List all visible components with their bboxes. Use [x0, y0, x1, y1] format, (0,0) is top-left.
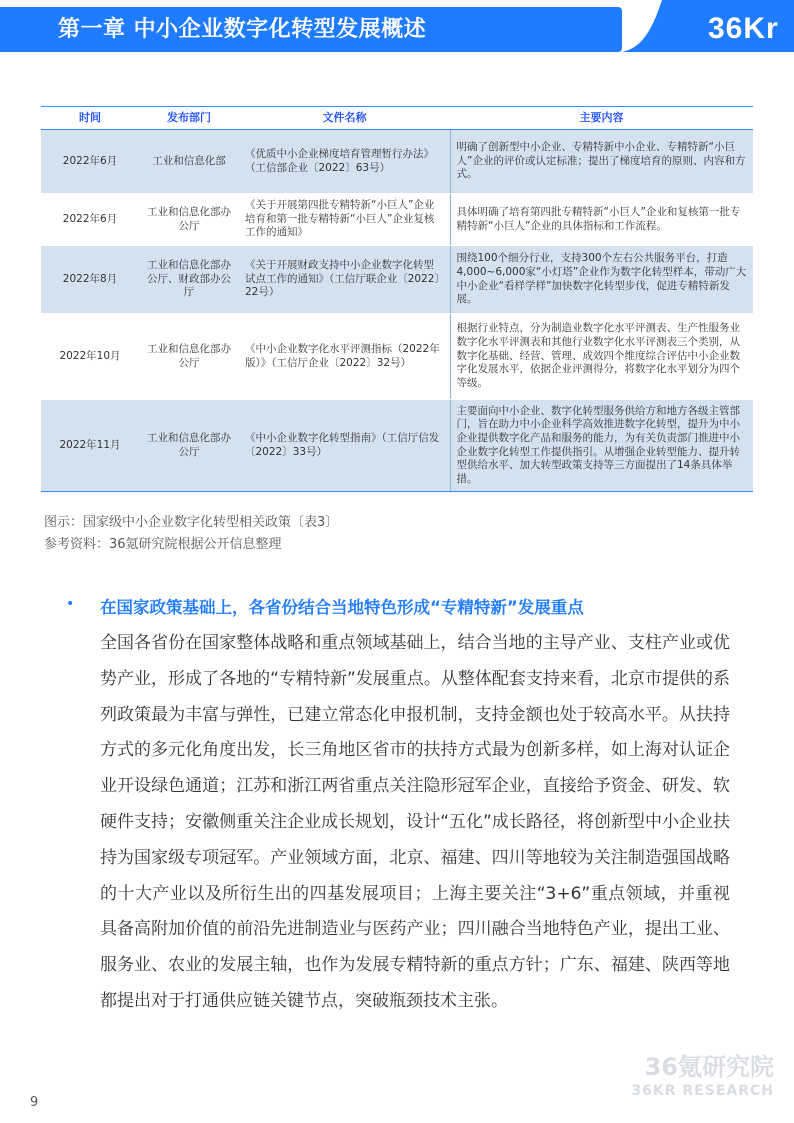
- cell-time: 2022年11月: [41, 400, 139, 492]
- table-row: [41, 246, 753, 314]
- research-watermark: [631, 1053, 774, 1101]
- chapter-title: 第一章 中小企业数字化转型发展概述: [58, 17, 427, 42]
- table-row: [41, 400, 753, 492]
- policy-table: [41, 106, 753, 492]
- cell-doc: 《关于开展第四批专精特新“小巨人”企业培育和第一批专精特新“小巨人”企业复核工作的通知》: [239, 194, 450, 246]
- table-header-row: [41, 107, 753, 130]
- col-header-content: 主要内容: [450, 107, 753, 130]
- logo-text: 36Kr: [708, 12, 779, 45]
- col-header-time: 时间: [41, 107, 139, 130]
- cell-doc: 《优质中小企业梯度培育管理暂行办法》（工信部企业〔2022〕63号）: [239, 130, 450, 194]
- table-row: [41, 130, 753, 194]
- watermark-cn: 36氪研究院: [644, 1053, 774, 1081]
- cell-doc: 《中小企业数字化水平评测指标（2022年版）》（工信厅企业〔2022〕32号）: [239, 314, 450, 400]
- 36kr-logo: [622, 0, 794, 52]
- table-row: [41, 314, 753, 400]
- cell-content: 根据行业特点，分为制造业数字化水平评测表、生产性服务业数字化水平评测表和其他行业数字化水平评测表三个类别，从数字化基础、经营、管理、成效四个维度综合评估中小企业数字化发展水平，依据企业评测得分，将数字化水平划分为四个等级。: [450, 314, 753, 400]
- table-caption: [44, 512, 338, 556]
- body-paragraph: 全国各省份在国家整体战略和重点领域基础上，结合当地的主导产业、支柱产业或优势产业，形成了各地的“专精特新”发展重点。从整体配套支持来看，北京市提供的系列政策最为丰富与弹性，已建立常态化申报机制，支持金额也处于较高水平。从扶持方式的多元化角度出发，长三角地区省市的扶持方式最为创新多样，如上海对认证企业开设绿色通道；江苏和浙江两省重点关注隐形冠军企业，直接给予资金、研发、软硬件支持；安徽侧重关注企业成长规划，设计“五化”成长路径，将创新型中小企业扶持为国家级专项冠军。产业领域方面，北京、福建、四川等地较为关注制造强国战略的十大产业以及所衍生出的四基发展项目；上海主要关注“3+6”重点领域，并重视具备高附加价值的前沿先进制造业与医药产业；四川融合当地特色产业，提出工业、服务业、农业的发展主轴，也作为发展专精特新的重点方针；广东、福建、陕西等地都提出对于打通供应链关键节点，突破瓶颈技术主张。: [100, 633, 730, 1011]
- cell-doc: 《中小企业数字化转型指南》（工信厅信发〔2022〕33号）: [239, 400, 450, 492]
- cell-content: 主要面向中小企业、数字化转型服务供给方和地方各级主管部门，旨在助力中小企业科学高效推进数字化转型，提升为中小企业提供数字化产品和服务的能力，为有关负责部门推进中小企业数字化转型工作提供指引。从增强企业转型能力、提升转型供给水平、加大转型政策支持等三方面提出了14条具体举措。: [450, 400, 753, 492]
- cell-time: 2022年6月: [41, 194, 139, 246]
- cell-dept: 工业和信息化部办公厅、财政部办公厅: [139, 246, 239, 314]
- page-number: 9: [30, 1095, 39, 1110]
- cell-dept: 工业和信息化部: [139, 130, 239, 194]
- cell-time: 2022年8月: [41, 246, 139, 314]
- figure-caption: 图示：国家级中小企业数字化转型相关政策〔表3〕: [44, 515, 339, 530]
- cell-content: 明确了创新型中小企业、专精特新中小企业、专精特新“小巨人”企业的评价或认定标准；提出了梯度培育的原则、内容和方式。: [450, 130, 753, 194]
- table-row: [41, 194, 753, 246]
- cell-content: 具体明确了培育第四批专精特新“小巨人”企业和复核第一批专精特新“小巨人”企业的具体指标和工作流程。: [450, 194, 753, 246]
- page-header: [0, 0, 794, 52]
- cell-dept: 工业和信息化部办公厅: [139, 194, 239, 246]
- col-header-doc: 文件名称: [239, 107, 450, 130]
- cell-dept: 工业和信息化部办公厅: [139, 314, 239, 400]
- cell-time: 2022年6月: [41, 130, 139, 194]
- cell-content: 围绕100个细分行业，支持300个左右公共服务平台，打造4,000~6,000家“小灯塔”企业作为数字化转型样本，带动广大中小企业“看样学样”加快数字化转型步伐，促进专精特新发展。: [450, 246, 753, 314]
- bullet-icon: •: [66, 596, 75, 612]
- cell-doc: 《关于开展财政支持中小企业数字化转型试点工作的通知》（工信厅联企业〔2022〕22号）: [239, 246, 450, 314]
- col-header-dept: 发布部门: [139, 107, 239, 130]
- cell-time: 2022年10月: [41, 314, 139, 400]
- source-note: 参考资料：36氪研究院根据公开信息整理: [44, 537, 282, 552]
- cell-dept: 工业和信息化部办公厅: [139, 400, 239, 492]
- watermark-en: 36KR RESEARCH: [631, 1083, 774, 1099]
- section-title: 在国家政策基础上，各省份结合当地特色形成“专精特新”发展重点: [100, 598, 584, 617]
